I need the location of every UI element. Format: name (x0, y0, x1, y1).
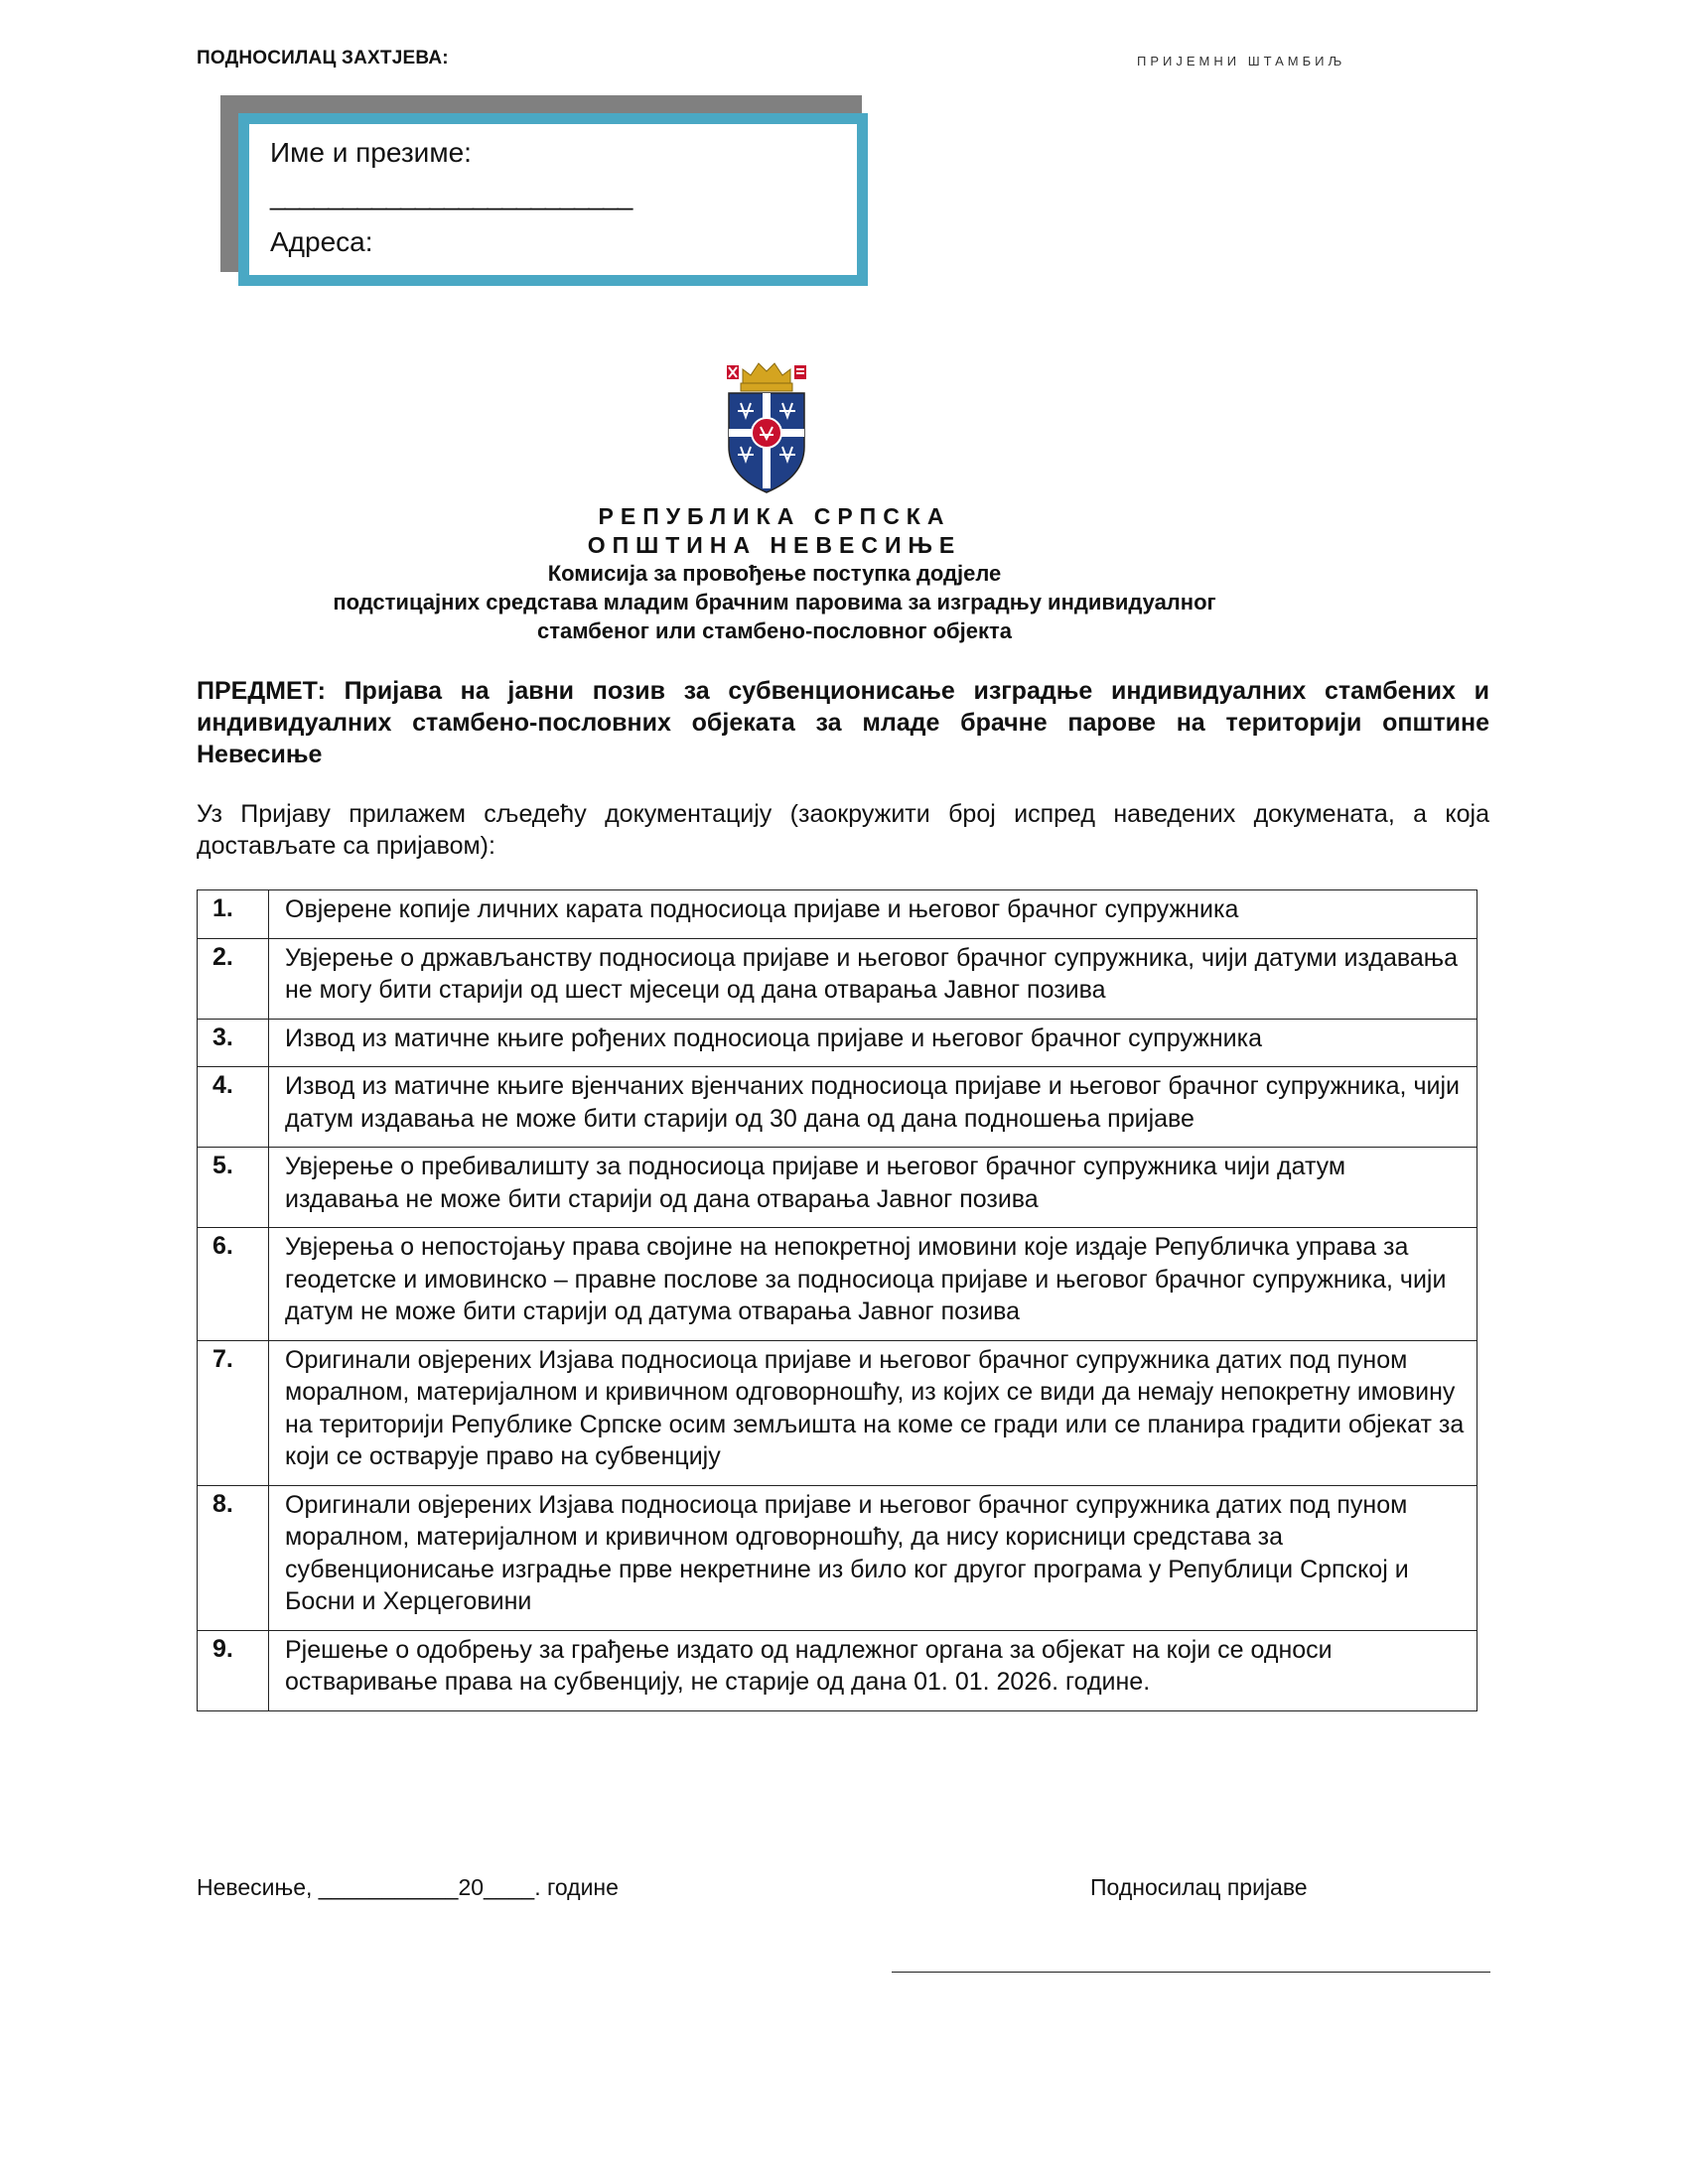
name-field[interactable]: _________________________ (270, 180, 633, 210)
signature-line[interactable] (892, 1972, 1490, 1973)
table-row[interactable] (198, 890, 1477, 939)
address-label: Адреса: (270, 226, 373, 257)
municipality-title: ОПШТИНА НЕВЕСИЊЕ (587, 532, 962, 558)
document-number[interactable]: 7. (198, 1340, 269, 1485)
document-description: Увјерење о држављанству подносиоца пријаве и његовог брачног супружника, чији датуми издавања не могу бити старији од шест мјесеци од дана отварања Јавног позива (269, 938, 1477, 1019)
document-description: Рјешење о одобрењу за грађење издато од надлежног органа за објекат на који се односи остваривање права на субвенцију, не старије од дана 01. 01. 2026. године. (269, 1630, 1477, 1710)
coat-of-arms-icon (723, 357, 810, 496)
republic-title: РЕПУБЛИКА СРПСКА (598, 503, 951, 529)
table-row[interactable] (198, 1630, 1477, 1710)
document-number[interactable]: 9. (198, 1630, 269, 1710)
subject-heading: ПРЕДМЕТ: Пријава на јавни позив за субвенционисање изградње индивидуалних стамбених и индивидуалних стамбено-пословних објеката за младе брачне парове на територији општине Невесиње (197, 677, 1489, 768)
commission-line: стамбеног или стамбено-пословног објекта (536, 618, 1013, 643)
document-description: Извод из матичне књиге рођених подносиоца пријаве и његовог брачног супружника (269, 1019, 1477, 1067)
document-number[interactable]: 3. (198, 1019, 269, 1067)
commission-line: подстицајних средстава младим брачним паровима за изградњу индивидуалног (333, 590, 1216, 614)
document-description: Извод из матичне књиге вјенчаних вјенчаних подносиоца пријаве и његовог брачног супружника, чији датум издавања не може бити старији од 30 дана од дана подношења пријаве (269, 1067, 1477, 1148)
document-number[interactable]: 8. (198, 1485, 269, 1630)
document-number[interactable]: 5. (198, 1148, 269, 1228)
document-description: Оригинали овјерених Изјава подносиоца пријаве и његовог брачног супружника датих под пуном моралном, материјалном и кривичном одговорношћу, да нису корисници средстава за субвенционисање изградње прве некретнине из било ког другог програма у Републици Српској и Босни и Херцеговини (269, 1485, 1477, 1630)
receipt-stamp-label: ПРИЈЕМНИ ШТАМБИЉ (1137, 54, 1346, 68)
documents-table (197, 889, 1477, 1711)
document-number[interactable]: 6. (198, 1228, 269, 1341)
table-row[interactable] (198, 1067, 1477, 1148)
table-row[interactable] (198, 938, 1477, 1019)
document-number[interactable]: 1. (198, 890, 269, 939)
table-row[interactable] (198, 1019, 1477, 1067)
document-description: Овјерене копије личних карата подносиоца пријаве и његовог брачног супружника (269, 890, 1477, 939)
table-row[interactable] (198, 1485, 1477, 1630)
name-label: Име и презиме: (270, 137, 472, 168)
table-row[interactable] (198, 1340, 1477, 1485)
document-description: Оригинали овјерених Изјава подносиоца пријаве и његовог брачног супружника датих под пуном моралном, материјалном и кривичном одговорношћу, из којих се види да немају непокретну имовину на територији Републике Српске осим земљишта на коме се гради или се планира градити објекат за који се остварује право на субвенцију (269, 1340, 1477, 1485)
table-row[interactable] (198, 1228, 1477, 1341)
table-row[interactable] (198, 1148, 1477, 1228)
document-number[interactable]: 4. (198, 1067, 269, 1148)
intro-paragraph: Уз Пријаву прилажем сљедећу документацију (заокружити број испред наведених докумената, а која достављате са пријавом): (197, 800, 1489, 860)
document-description: Увјерење о пребивалишту за подносиоца пријаве и његовог брачног супружника чији датум издавања не може бити старији од дана отварања Јавног позива (269, 1148, 1477, 1228)
signer-label: Подносилац пријаве (1090, 1874, 1308, 1900)
document-number[interactable]: 2. (198, 938, 269, 1019)
document-description: Увјерења о непостојању права својине на непокретној имовини које издаје Републичка управа за геодетске и имовинско – правне послове за подносиоца пријаве и његовог брачног супружника, чији датум не може бити старији од датума отварања Јавног позива (269, 1228, 1477, 1341)
applicant-label: ПОДНОСИЛАЦ ЗАХТЈЕВА: (197, 48, 449, 68)
commission-line: Комисија за провођење поступка додјеле (547, 561, 1002, 586)
place-date-field[interactable]: Невесиње, ___________20____. године (197, 1874, 619, 1900)
